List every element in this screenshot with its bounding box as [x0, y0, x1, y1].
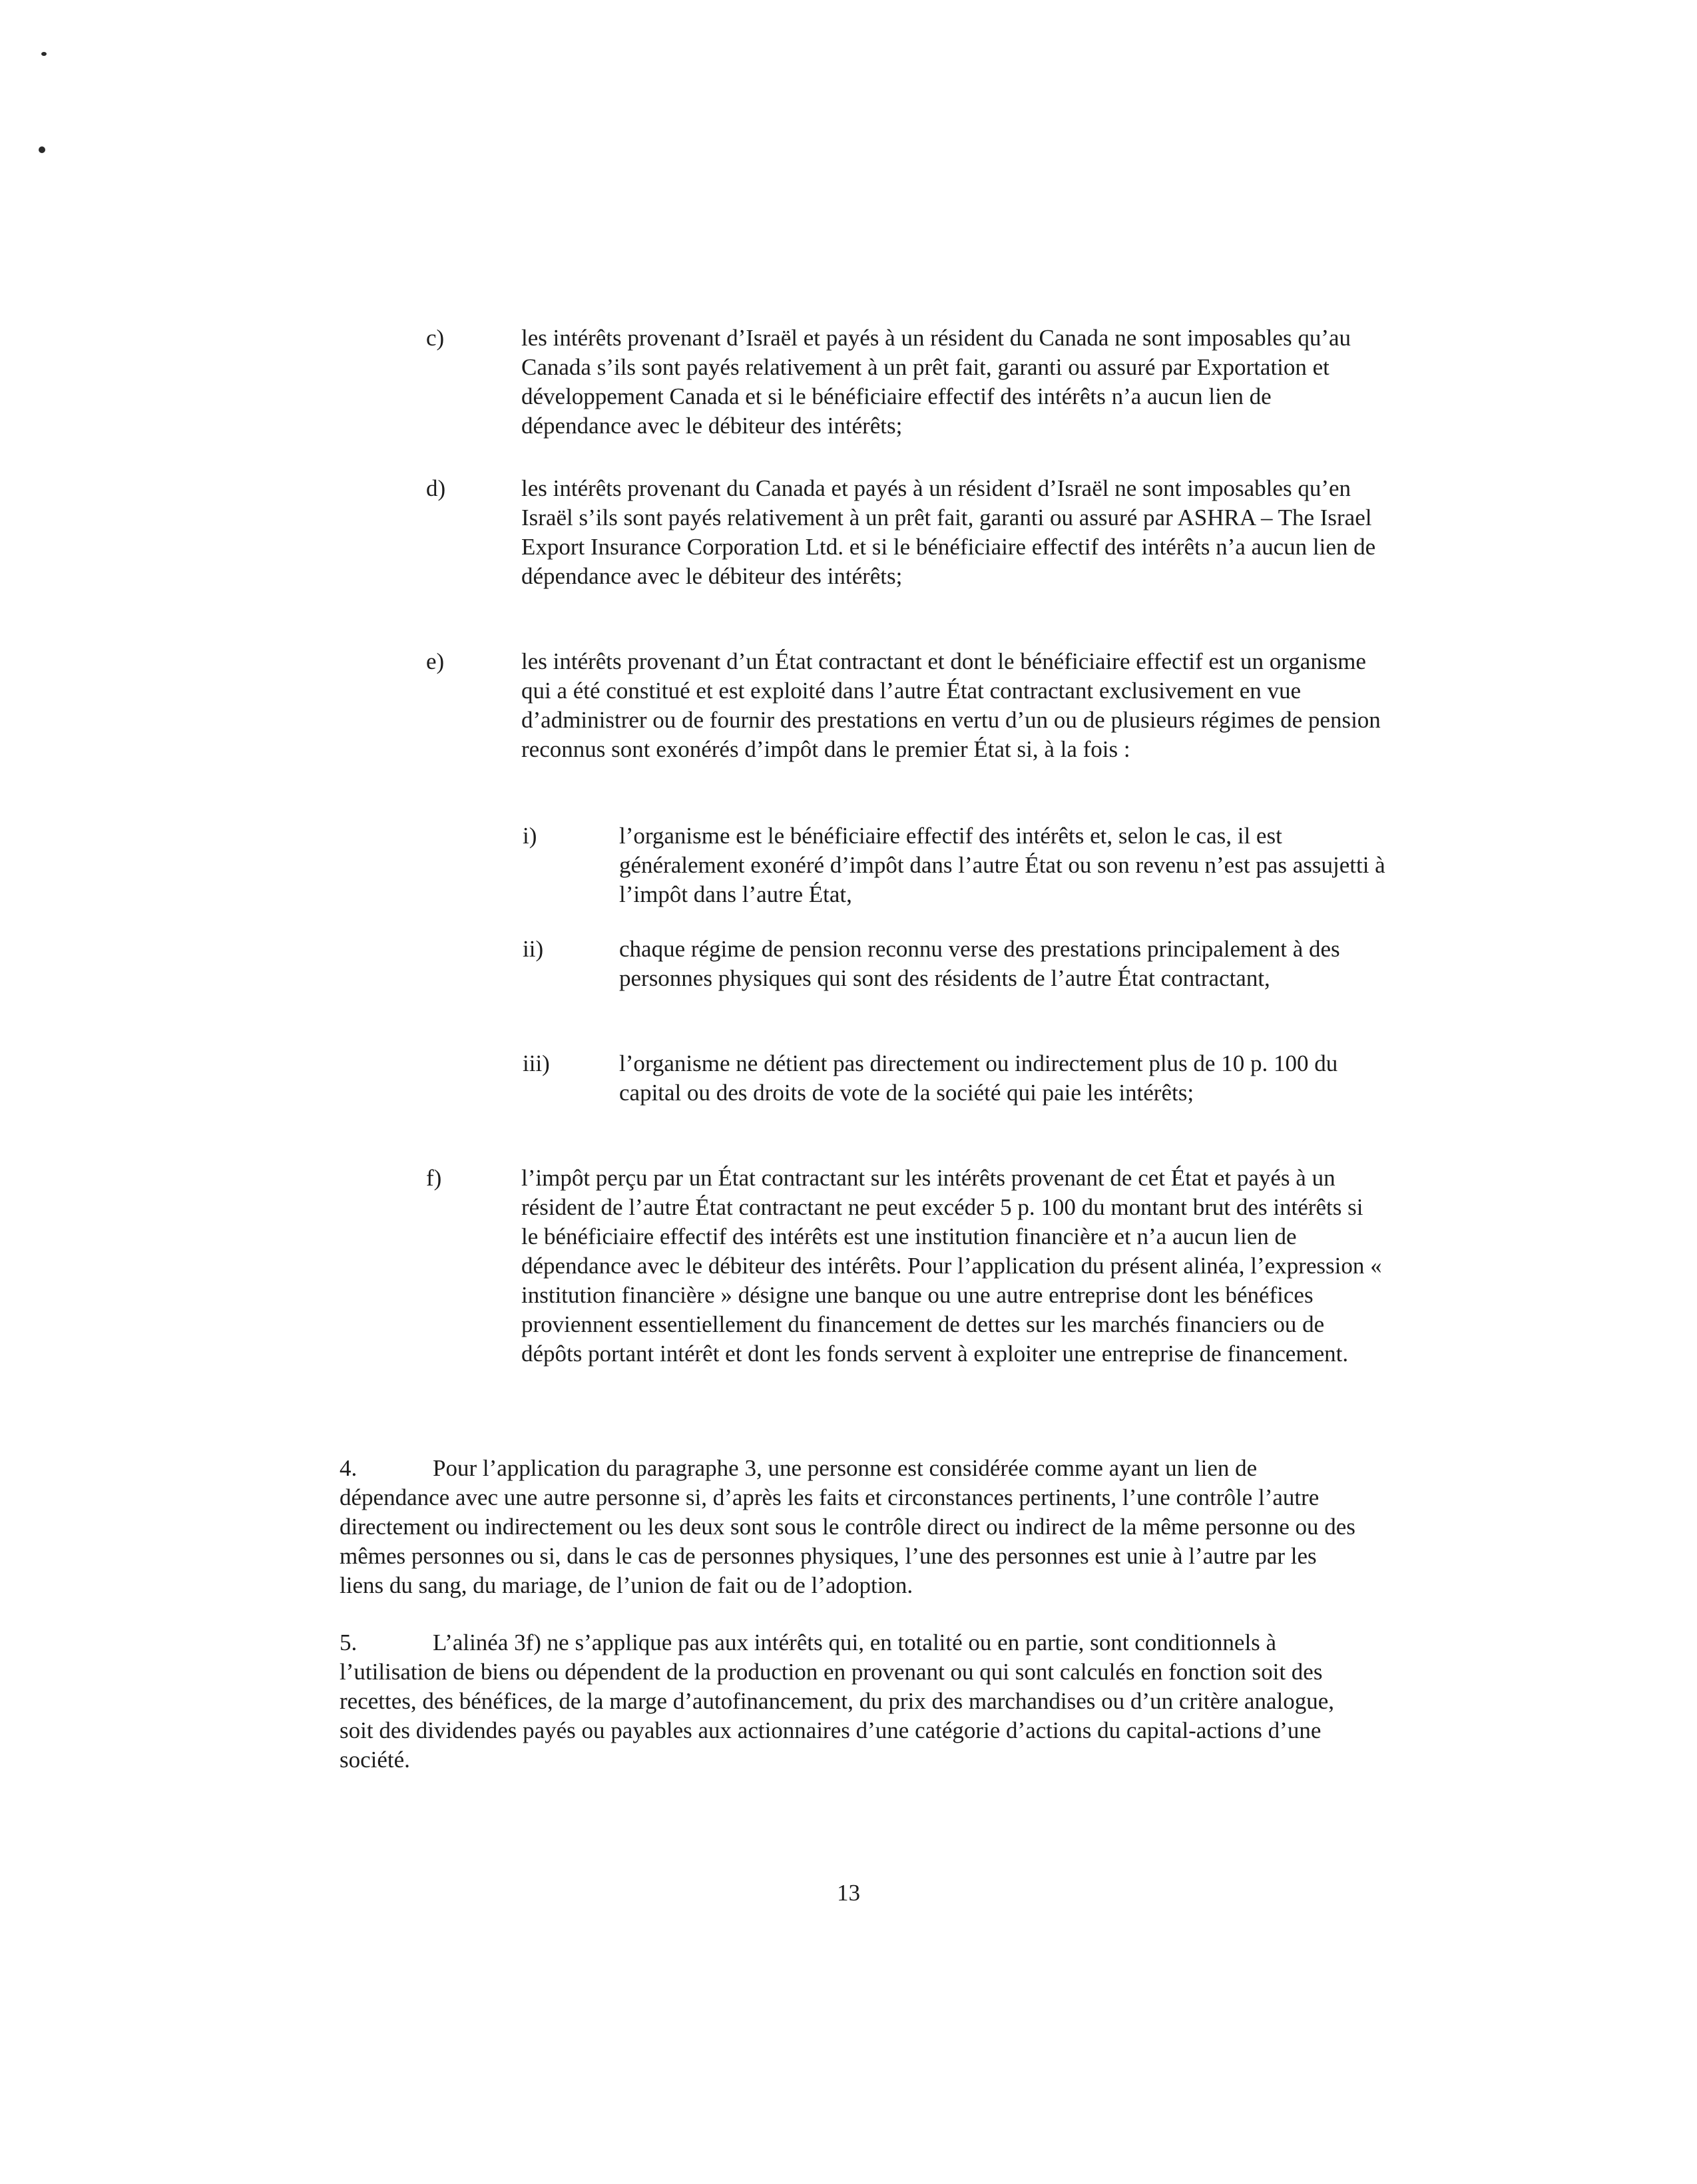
- item-text: les intérêts provenant d’Israël et payés à un résident du Canada ne sont imposables qu’au Canada s’ils sont payés relativement à un prêt fait, garanti ou assuré par Exportation et développement Canada et si le bénéficiaire effectif des intérêts n’a aucun lien de dépendance avec le débiteur des intérêts;: [521, 325, 1351, 439]
- item-label: f): [426, 1165, 442, 1191]
- scan-speck: [39, 146, 45, 153]
- paragraph-number: 4.: [340, 1455, 358, 1481]
- item-text: les intérêts provenant d’un État contractant et dont le bénéficiaire effectif est un organisme qui a été constitué et est exploité dans l’autre État contractant exclusivement en vue d’administrer ou de fournir des prestations en vertu d’un ou de plusieurs régimes de pension reconnus sont exonérés d’impôt dans le premier État si, à la fois :: [521, 648, 1381, 762]
- paragraph-text: L’alinéa 3f) ne s’applique pas aux intérêts qui, en totalité ou en partie, sont conditionnels à l’utilisation de biens ou dépendent de la production en provenant ou qui sont calculés en fonction soit des recettes, des bénéfices, de la marge d’autofinancement, du prix des marchandises ou d’un critère analogue, soit des dividendes payés ou payables aux actionnaires d’une catégorie d’actions du capital-actions d’une société.: [340, 1630, 1335, 1773]
- subitem-label: ii): [523, 936, 544, 962]
- subitem-text: l’organisme ne détient pas directement ou indirectement plus de 10 p. 100 du capital ou des droits de vote de la société qui paie les intérêts;: [619, 1050, 1338, 1106]
- item-label: d): [426, 475, 446, 501]
- item-label: e): [426, 648, 445, 674]
- scan-speck: [41, 52, 47, 56]
- paragraph-text: Pour l’application du paragraphe 3, une personne est considérée comme ayant un lien de dépendance avec une autre personne si, d’après les faits et circonstances pertinents, l’une contrôle l’autre directement ou indirectement ou les deux sont sous le contrôle direct ou indirect de la même personne ou des mêmes personnes ou si, dans le cas de personnes physiques, l’une des personnes est unie à l’autre par les liens du sang, du mariage, de l’union de fait ou de l’adoption.: [340, 1455, 1355, 1598]
- item-text: les intérêts provenant du Canada et payés à un résident d’Israël ne sont imposables qu’en Israël s’ils sont payés relativement à un prêt fait, garanti ou assuré par ASHRA – The Israel Export Insurance Corporation Ltd. et si le bénéficiaire effectif des intérêts n’a aucun lien de dépendance avec le débiteur des intérêts;: [521, 475, 1376, 589]
- paragraph-4: [340, 1454, 1365, 1600]
- item-text: l’impôt perçu par un État contractant sur les intérêts provenant de cet État et payés à un résident de l’autre État contractant ne peut excéder 5 p. 100 du montant brut des intérêts si le bénéficiaire effectif des intérêts est une institution financière et n’a aucun lien de dépendance avec le débiteur des intérêts. Pour l’application du présent alinéa, l’expression « institution financière » désigne une banque ou une autre entreprise dont les bénéfices proviennent essentiellement du financement de dettes sur les marchés financiers ou de dépôts portant intérêt et dont les fonds servent à exploiter une entreprise de financement.: [521, 1165, 1382, 1367]
- subitem-text: l’organisme est le bénéficiaire effectif des intérêts et, selon le cas, il est généralement exonéré d’impôt dans l’autre État ou son revenu n’est pas assujetti à l’impôt dans l’autre État,: [619, 823, 1385, 907]
- page-number: 13: [837, 1880, 860, 1906]
- item-label: c): [426, 325, 445, 351]
- subitem-label: iii): [523, 1050, 550, 1076]
- subitem-label: i): [523, 823, 537, 849]
- paragraph-number: 5.: [340, 1630, 358, 1655]
- paragraph-5: [340, 1628, 1365, 1775]
- subitem-text: chaque régime de pension reconnu verse des prestations principalement à des personnes physiques qui sont des résidents de l’autre État contractant,: [619, 936, 1340, 991]
